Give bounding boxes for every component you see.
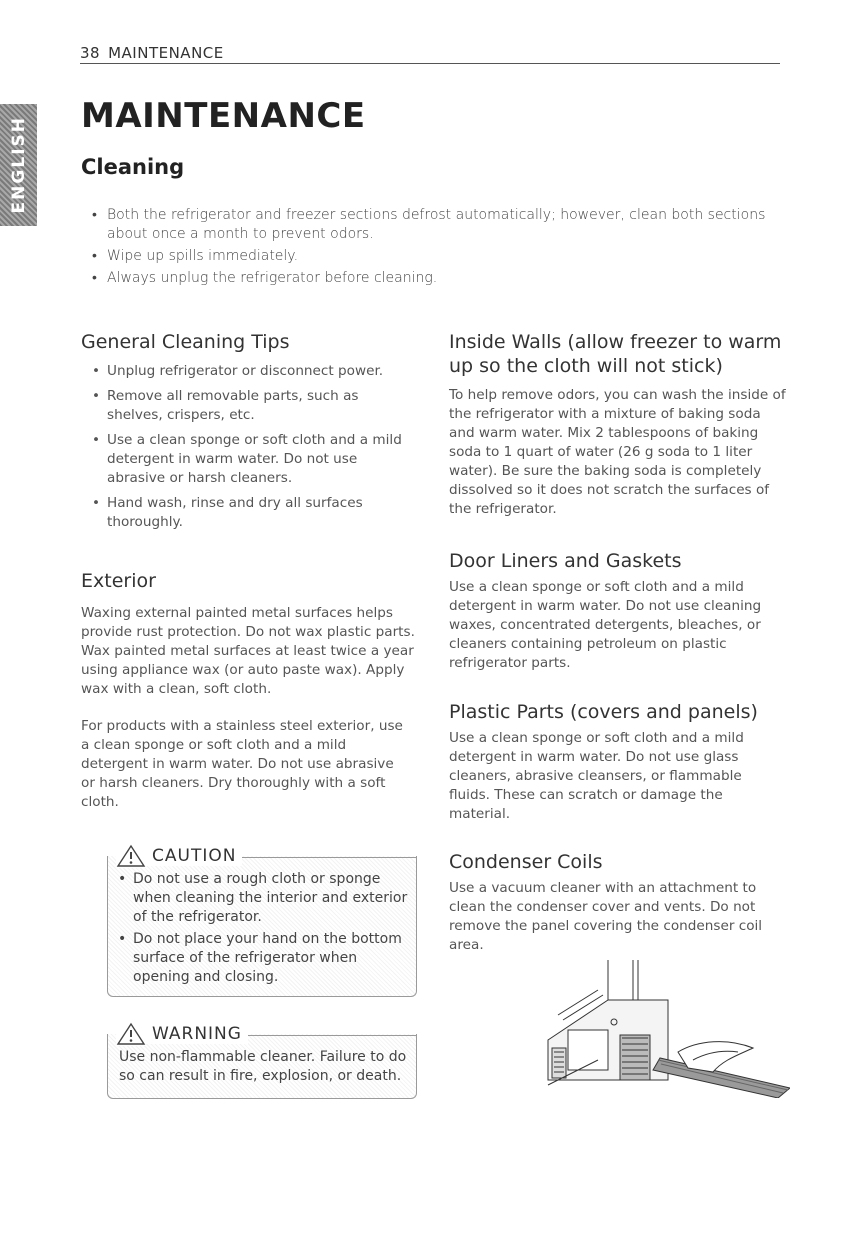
door-liners-heading: Door Liners and Gaskets: [449, 550, 682, 572]
exterior-paragraph-1: Waxing external painted metal surfaces helps provide rust protection. Do not wax plastic parts. Wax painted metal surfaces at least twice a year using appliance wax (or auto paste wax). Apply wax with a clean, soft cloth.: [81, 605, 415, 697]
page-title: MAINTENANCE: [81, 96, 366, 136]
general-tips-list: [90, 362, 410, 538]
language-tab: [0, 104, 37, 226]
plastic-parts-heading: Plastic Parts (covers and panels): [449, 701, 758, 723]
caution-header: [116, 844, 417, 868]
warning-triangle-icon: [116, 844, 146, 868]
caution-rule: [242, 857, 417, 858]
list-item: • Use a clean sponge or soft cloth and a mild detergent in warm water. Do not use abrasive or harsh cleaners.: [90, 431, 410, 488]
intro-list: [90, 206, 790, 291]
plastic-parts-text: Use a clean sponge or soft cloth and a mild detergent in warm water. Do not use glass cleaners, abrasive cleansers, or flammable fluids. These can scratch or damage the material.: [449, 730, 744, 822]
warning-box: [107, 1023, 417, 1099]
caution-box: [107, 845, 417, 997]
exterior-paragraph-2: For products with a stainless steel exterior, use a clean sponge or soft cloth and a mild detergent in warm water. Do not use abrasive or harsh cleaners. Dry thoroughly with a soft cloth.: [81, 718, 403, 810]
condenser-coils-text: Use a vacuum cleaner with an attachment to clean the condenser cover and vents. Do not remove the panel covering the condenser coil area.: [449, 880, 763, 953]
door-liners-text: Use a clean sponge or soft cloth and a mild detergent in warm water. Do not use cleaning waxes, concentrated detergents, bleaches, or cleaners containing petroleum on plastic refrigerator parts.: [449, 579, 762, 671]
inside-walls-heading: Inside Walls (allow freezer to warm up so the cloth will not stick): [449, 331, 782, 377]
condenser-cleaning-illustration: [538, 960, 790, 1098]
warning-header: [116, 1022, 417, 1046]
warning-rule: [248, 1035, 417, 1036]
inside-walls-text: To help remove odors, you can wash the inside of the refrigerator with a mixture of baking soda and warm water. Mix 2 tablespoons of baking soda to 1 quart of water (26 g soda to 1 liter water). Be sure the baking soda is completely dissolved so it does not scratch the surfaces of the refrigerator.: [449, 387, 786, 517]
language-tab-label: ENGLISH: [8, 116, 29, 214]
warning-triangle-icon: [116, 1022, 146, 1046]
general-tips-heading: General Cleaning Tips: [81, 331, 290, 353]
list-item: • Always unplug the refrigerator before cleaning.: [90, 269, 790, 288]
list-item: • Hand wash, rinse and dry all surfaces thoroughly.: [90, 494, 410, 532]
list-item: • Both the refrigerator and freezer sections defrost automatically; however, clean both sections about once a month to prevent odors.: [90, 206, 790, 244]
list-item: • Wipe up spills immediately.: [90, 247, 790, 266]
warning-text: Use non-flammable cleaner. Failure to do so can result in fire, explosion, or death.: [119, 1049, 407, 1084]
list-item: • Do not use a rough cloth or sponge when cleaning the interior and exterior of the refrigerator.: [116, 870, 412, 927]
list-item: • Unplug refrigerator or disconnect power.: [90, 362, 410, 381]
list-item: • Remove all removable parts, such as shelves, crispers, etc.: [90, 387, 410, 425]
caution-list: [116, 870, 412, 990]
warning-label: WARNING: [146, 1025, 248, 1044]
caution-label: CAUTION: [146, 847, 242, 866]
section-subtitle: Cleaning: [81, 155, 185, 179]
header-section: MAINTENANCE: [108, 44, 224, 62]
condenser-coils-heading: Condenser Coils: [449, 851, 603, 873]
list-item: • Do not place your hand on the bottom surface of the refrigerator when opening and closing.: [116, 930, 412, 987]
page-header: [80, 44, 780, 64]
page-number: 38: [80, 44, 101, 62]
exterior-heading: Exterior: [81, 570, 156, 592]
